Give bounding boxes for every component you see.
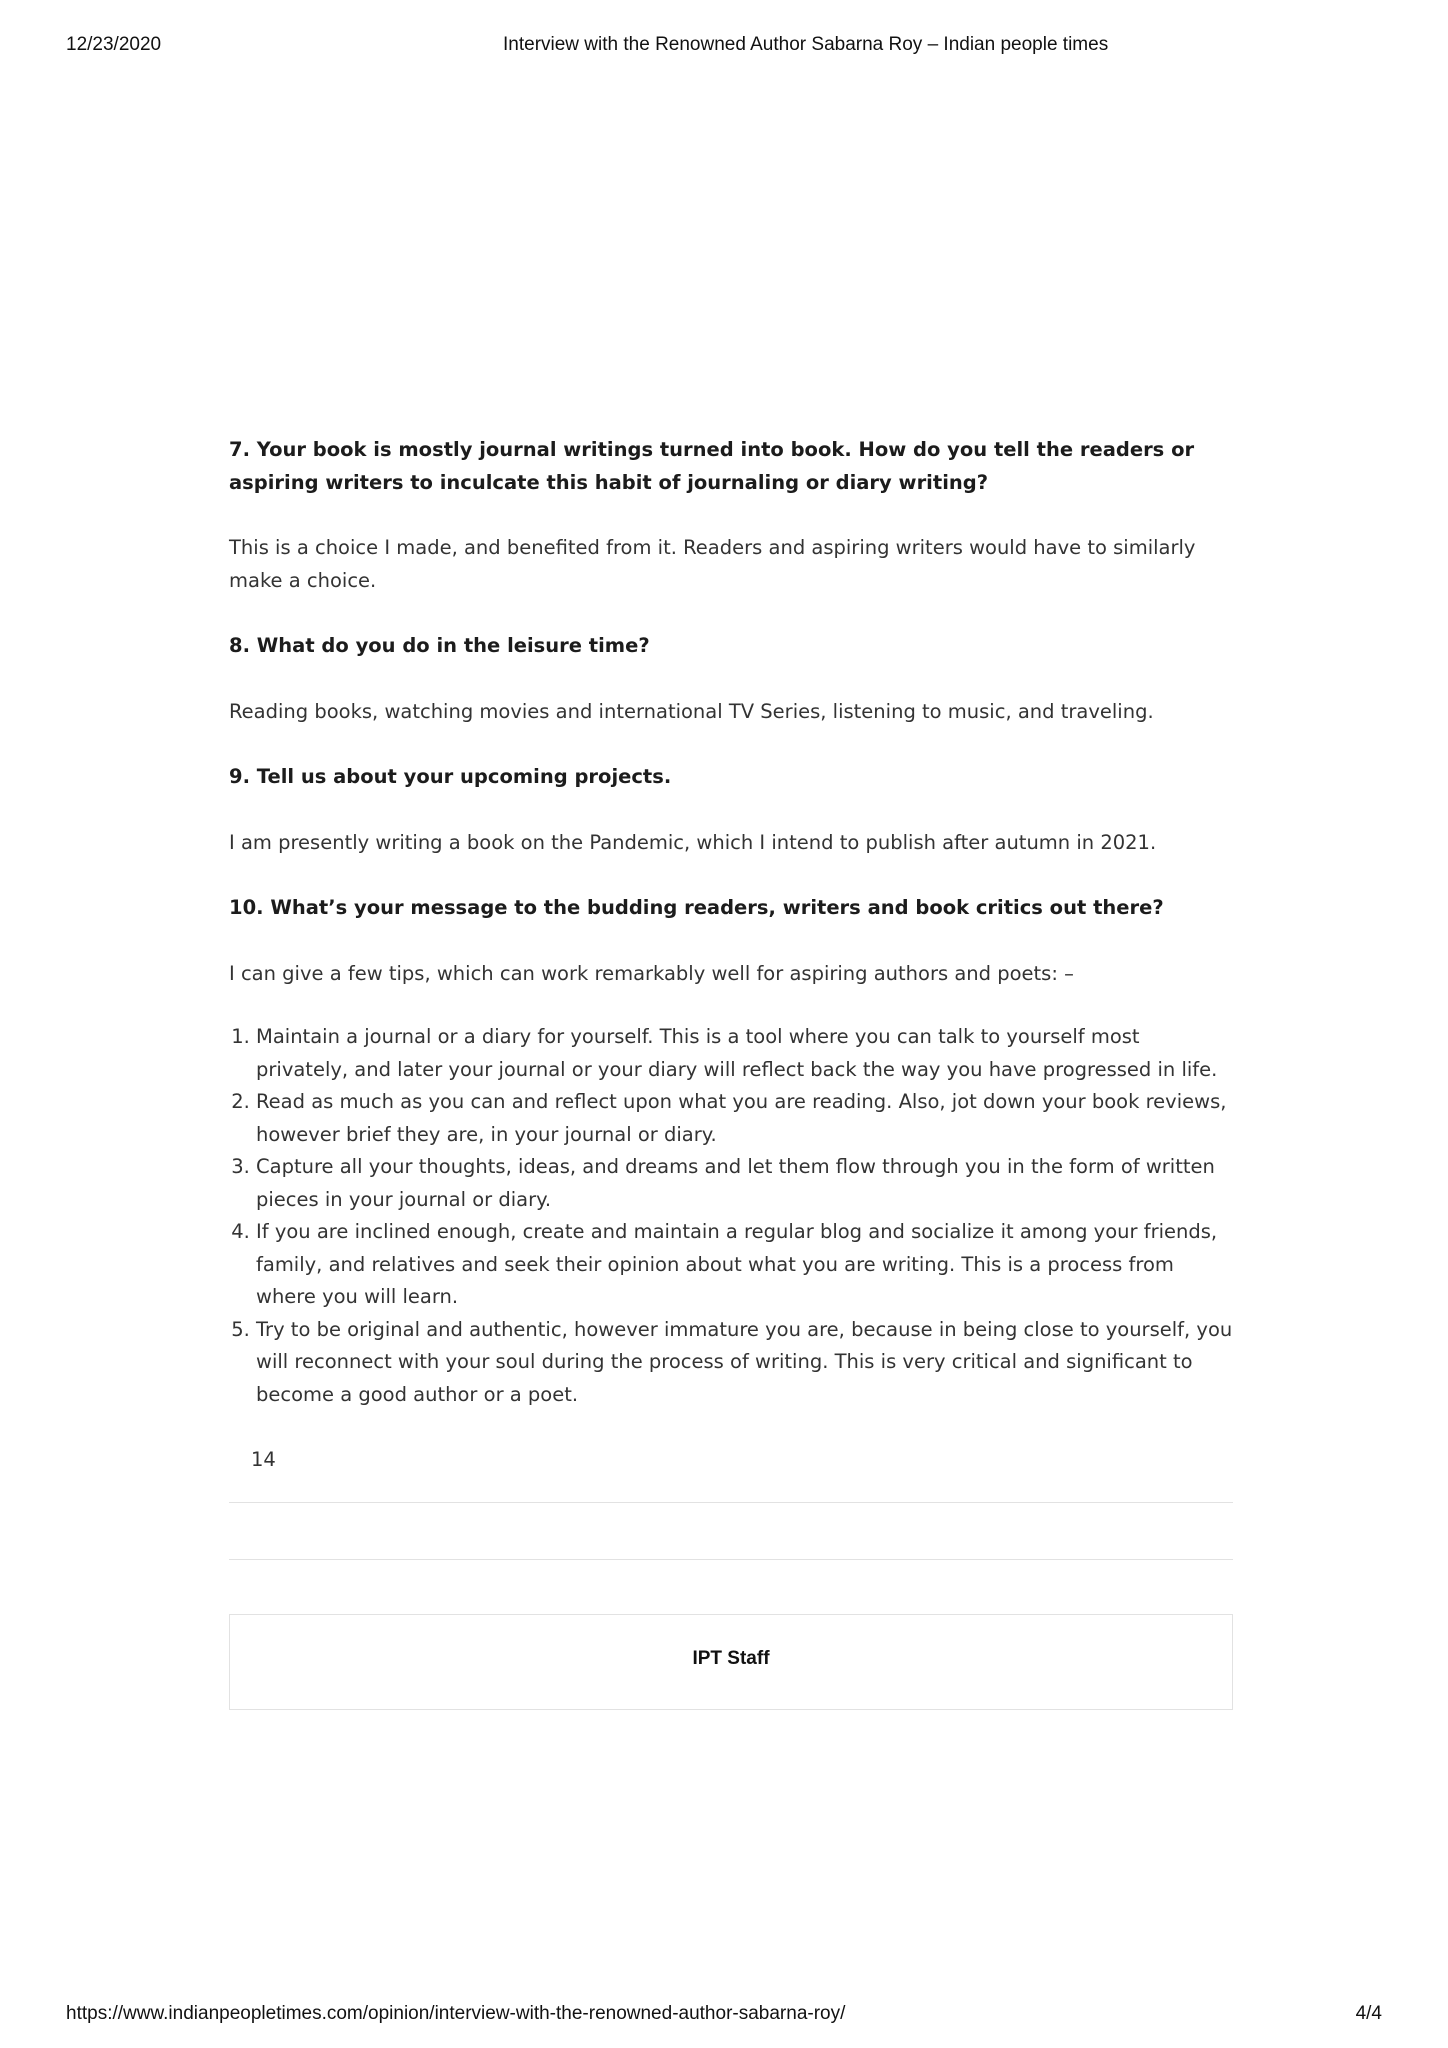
print-footer bbox=[66, 2003, 1382, 2029]
article-body bbox=[229, 434, 1233, 1411]
print-page-title: Interview with the Renowned Author Sabarna Roy – Indian people times bbox=[503, 34, 1109, 55]
author-box bbox=[229, 1614, 1233, 1710]
list-item: 3. Capture all your thoughts, ideas, and dreams and let them flow through you in the form of written pieces in your journal or diary. bbox=[256, 1151, 1233, 1216]
answer-9: I am presently writing a book on the Pandemic, which I intend to publish after autumn in 2021. bbox=[229, 830, 1157, 854]
print-date: 12/23/2020 bbox=[66, 34, 162, 55]
tips-list bbox=[229, 1021, 1233, 1411]
list-item: 2. Read as much as you can and reflect upon what you are reading. Also, jot down your book reviews, however brief they are, in your journal or diary. bbox=[256, 1086, 1233, 1151]
question-7: 7. Your book is mostly journal writings turned into book. How do you tell the readers or aspiring writers to inculcate this habit of journaling or diary writing? bbox=[229, 438, 1195, 494]
list-item: 1. Maintain a journal or a diary for yourself. This is a tool where you can talk to yourself most privately, and later your journal or your diary will reflect back the way you have progressed in life. bbox=[256, 1021, 1233, 1086]
print-header bbox=[66, 34, 1382, 60]
print-url: https://www.indianpeopletimes.com/opinion/interview-with-the-renowned-author-sabarna-roy/ bbox=[66, 2003, 846, 2024]
answer-7: This is a choice I made, and benefited from it. Readers and aspiring writers would have to similarly make a choice. bbox=[229, 536, 1196, 592]
list-item: 5. Try to be original and authentic, however immature you are, because in being close to yourself, you will reconnect with your soul during the process of writing. This is very critical and significant to become a good author or a poet. bbox=[256, 1314, 1233, 1412]
question-8: 8. What do you do in the leisure time? bbox=[229, 634, 650, 657]
list-item: 4. If you are inclined enough, create and maintain a regular blog and socialize it among your friends, family, and relatives and seek their opinion about what you are writing. This is a process from where you will learn. bbox=[256, 1216, 1233, 1314]
author-name[interactable]: IPT Staff bbox=[692, 1648, 770, 1669]
divider bbox=[229, 1502, 1233, 1503]
answer-10-intro: I can give a few tips, which can work remarkably well for aspiring authors and poets: – bbox=[229, 961, 1074, 985]
answer-8: Reading books, watching movies and international TV Series, listening to music, and traveling. bbox=[229, 699, 1154, 723]
question-9: 9. Tell us about your upcoming projects. bbox=[229, 765, 672, 788]
share-count: 14 bbox=[251, 1448, 276, 1471]
question-10: 10. What’s your message to the budding readers, writers and book critics out there? bbox=[229, 896, 1164, 919]
divider bbox=[229, 1559, 1233, 1560]
print-page-number: 4/4 bbox=[1355, 2003, 1382, 2024]
